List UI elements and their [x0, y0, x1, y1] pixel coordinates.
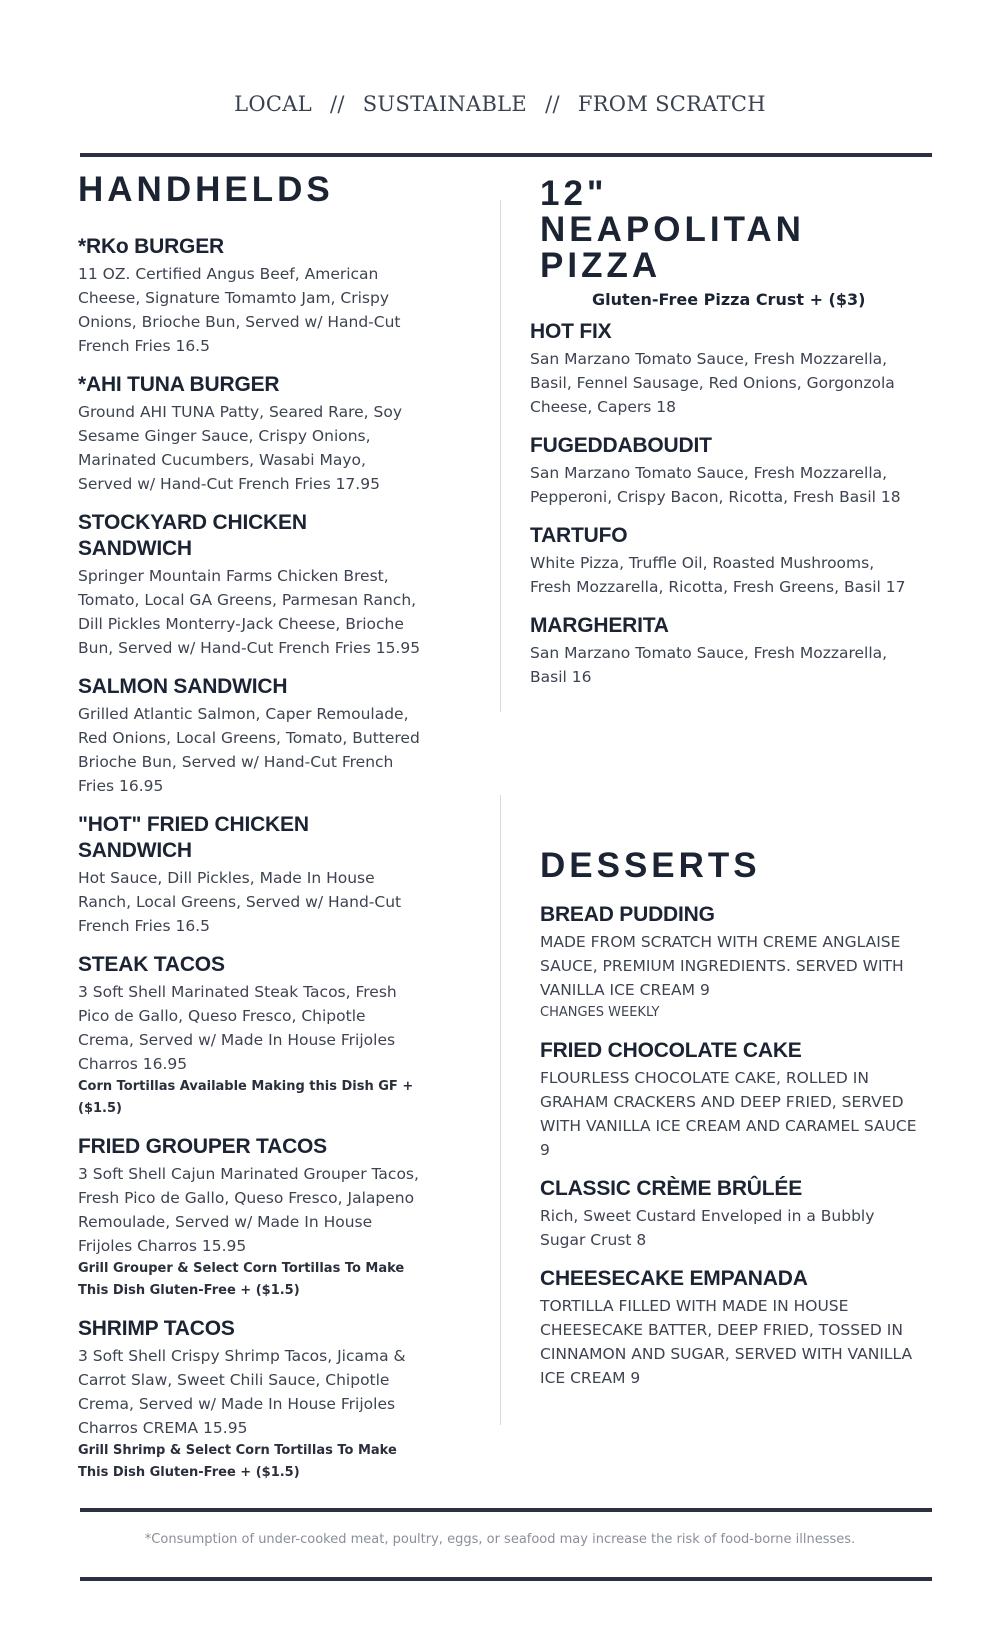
pizza-gluten-free-note: Gluten-Free Pizza Crust + ($3)	[592, 290, 866, 309]
item-gluten-free-note: Grill Shrimp & Select Corn Tortillas To Make This Dish Gluten-Free + ($1.5)	[78, 1443, 397, 1480]
top-divider	[80, 153, 932, 157]
item-name: SHRIMP TACOS	[78, 1317, 235, 1340]
menu-item	[78, 1134, 423, 1302]
item-name: FUGEDDABOUDIT	[530, 434, 712, 457]
item-name: FRIED CHOCOLATE CAKE	[540, 1039, 802, 1062]
item-name: BREAD PUDDING	[540, 903, 715, 926]
item-description: White Pizza, Truffle Oil, Roasted Mushrooms, Fresh Mozzarella, Ricotta, Fresh Greens, Basil 17	[530, 554, 906, 596]
tagline	[0, 92, 1000, 116]
item-description: FLOURLESS CHOCOLATE CAKE, ROLLED IN GRAHAM CRACKERS AND DEEP FRIED, SERVED WITH VANILLA ICE CREAM AND CARAMEL SAUCE 9	[540, 1069, 917, 1159]
menu-item	[530, 613, 920, 689]
item-description: Hot Sauce, Dill Pickles, Made In House Ranch, Local Greens, Served w/ Hand-Cut French Fries 16.5	[78, 869, 402, 935]
footer-bottom-divider	[80, 1577, 932, 1581]
tagline-sustainable: SUSTAINABLE	[362, 92, 528, 116]
item-description: San Marzano Tomato Sauce, Fresh Mozzarella, Basil, Fennel Sausage, Red Onions, Gorgonzola Cheese, Capers 18	[530, 350, 895, 416]
item-gluten-free-note: Corn Tortillas Available Making this Dish GF + ($1.5)	[78, 1079, 414, 1116]
column-divider-upper	[500, 200, 501, 712]
menu-item	[78, 510, 423, 660]
tagline-local: LOCAL	[234, 92, 312, 116]
item-name: MARGHERITA	[530, 614, 669, 637]
item-name: "HOT" FRIED CHICKEN SANDWICH	[78, 813, 309, 862]
menu-item	[78, 372, 423, 496]
item-description: 3 Soft Shell Cajun Marinated Grouper Tacos, Fresh Pico de Gallo, Queso Fresco, Jalapeno Remoulade, Served w/ Made In House Frijoles Charros 15.95	[78, 1165, 419, 1255]
column-divider-lower	[500, 795, 501, 1425]
item-description: 3 Soft Shell Crispy Shrimp Tacos, Jicama & Carrot Slaw, Sweet Chili Sauce, Chipotle Crema, Served w/ Made In House Frijoles Charros CREMA 15.95	[78, 1347, 406, 1437]
item-description: TORTILLA FILLED WITH MADE IN HOUSE CHEESECAKE BATTER, DEEP FRIED, TOSSED IN CINNAMON AND SUGAR, SERVED WITH VANILLA ICE CREAM 9	[540, 1297, 913, 1387]
menu-item	[78, 1316, 423, 1484]
item-name: CLASSIC CRÈME BRÛLÉE	[540, 1177, 803, 1200]
menu-item	[78, 234, 423, 358]
footer-disclaimer: *Consumption of under-cooked meat, poultry, eggs, or seafood may increase the risk of food-borne illnesses.	[144, 1532, 856, 1547]
item-description: Rich, Sweet Custard Enveloped in a Bubbly Sugar Crust 8	[540, 1207, 875, 1249]
menu-item	[540, 902, 920, 1024]
item-name: CHEESECAKE EMPANADA	[540, 1267, 808, 1290]
item-name: FRIED GROUPER TACOS	[78, 1135, 327, 1158]
item-description: Springer Mountain Farms Chicken Brest, Tomato, Local GA Greens, Parmesan Ranch, Dill Pickles Monterry-Jack Cheese, Brioche Bun, Served w/ Hand-Cut French Fries 15.95	[78, 567, 421, 657]
item-description: Grilled Atlantic Salmon, Caper Remoulade, Red Onions, Local Greens, Tomato, Buttered Brioche Bun, Served w/ Hand-Cut French Fries 16.95	[78, 705, 420, 795]
item-description: Ground AHI TUNA Patty, Seared Rare, Soy Sesame Ginger Sauce, Crispy Onions, Marinated Cucumbers, Wasabi Mayo, Served w/ Hand-Cut French Fries 17.95	[78, 403, 403, 493]
item-name: *AHI TUNA BURGER	[78, 373, 280, 396]
item-name: HOT FIX	[530, 320, 612, 343]
handhelds-section	[78, 172, 423, 1498]
pizza-section	[530, 176, 920, 703]
menu-item	[530, 523, 920, 599]
handhelds-title: HANDHELDS	[78, 170, 334, 209]
menu-item	[78, 952, 423, 1120]
item-description: 11 OZ. Certified Angus Beef, American Cheese, Signature Tomamto Jam, Crispy Onions, Brioche Bun, Served w/ Hand-Cut French Fries 16.5	[78, 265, 401, 355]
menu-item	[530, 433, 920, 509]
item-changes-note: CHANGES WEEKLY	[540, 1005, 660, 1020]
pizza-title: 12" NEAPOLITAN PIZZA	[540, 174, 805, 285]
item-gluten-free-note: Grill Grouper & Select Corn Tortillas To Make This Dish Gluten-Free + ($1.5)	[78, 1261, 405, 1298]
menu-item	[540, 1176, 920, 1252]
item-name: SALMON SANDWICH	[78, 675, 288, 698]
item-description: San Marzano Tomato Sauce, Fresh Mozzarella, Pepperoni, Crispy Bacon, Ricotta, Fresh Basil 18	[530, 464, 901, 506]
tagline-separator: //	[329, 92, 345, 116]
item-description: MADE FROM SCRATCH WITH CREME ANGLAISE SAUCE, PREMIUM INGREDIENTS. SERVED WITH VANILLA ICE CREAM 9	[540, 933, 904, 999]
menu-item	[78, 812, 423, 938]
desserts-title: DESSERTS	[540, 846, 761, 885]
item-name: STOCKYARD CHICKEN SANDWICH	[78, 511, 307, 560]
item-name: TARTUFO	[530, 524, 628, 547]
item-name: *RKo BURGER	[78, 235, 224, 258]
desserts-section	[540, 848, 920, 1404]
item-name: STEAK TACOS	[78, 953, 225, 976]
menu-item	[540, 1038, 920, 1162]
item-description: San Marzano Tomato Sauce, Fresh Mozzarella, Basil 16	[530, 644, 888, 686]
menu-item	[540, 1266, 920, 1390]
item-description: 3 Soft Shell Marinated Steak Tacos, Fresh Pico de Gallo, Queso Fresco, Chipotle Crema, Served w/ Made In House Frijoles Charros 16.95	[78, 983, 397, 1073]
menu-item	[530, 319, 920, 419]
tagline-separator: //	[545, 92, 560, 116]
footer-top-divider	[80, 1508, 932, 1512]
menu-item	[78, 674, 423, 798]
tagline-from-scratch: FROM SCRATCH	[577, 92, 766, 116]
